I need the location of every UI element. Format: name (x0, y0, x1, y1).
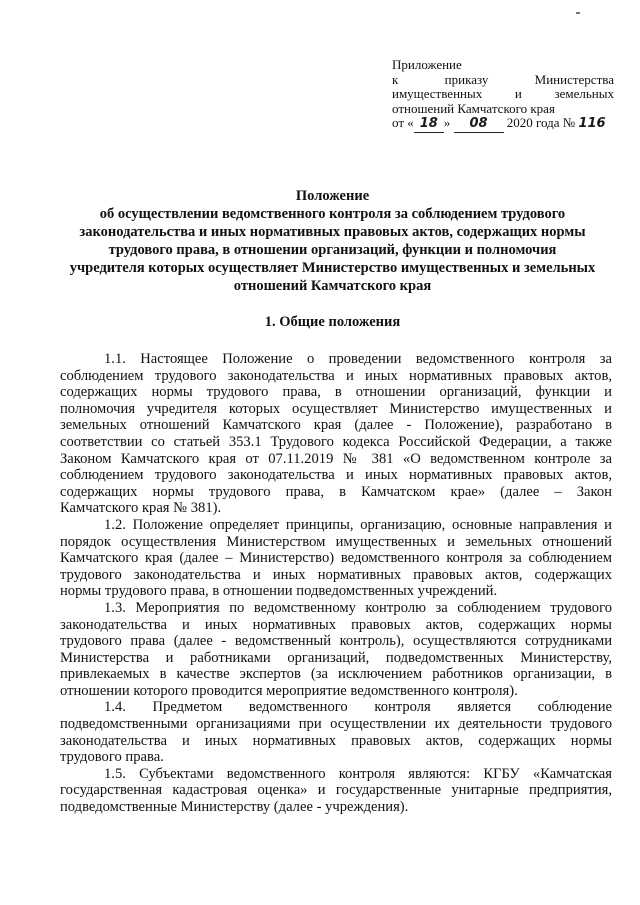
paragraph-1-4: 1.4. Предметом ведомственного контроля является соблюдение подведомственными организациями при осуществлении их деятельности трудового законодательства и иных нормативных правовых актов, содержащих нормы трудового права. (60, 699, 612, 766)
paragraph-1-1: 1.1. Настоящее Положение о проведении ведомственного контроля за соблюдением трудового законодательства и иных нормативных правовых актов, содержащих нормы трудового права, в отношении организаций, функции и полномочия учредителя которых осуществляет Министерство имущественных и земельных отношений Камчатского края (далее - Положение), разработано в соответствии со статьей 353.1 Трудового кодекса Российской Федерации, а также Законом Камчатского края от 07.11.2019 № 381 «О ведомственном контроле за соблюдением трудового законодательства и иных нормативных правовых актов, содержащих нормы трудового права, в Камчатском крае» (далее – Закон Камчатского края № 381). (60, 351, 612, 517)
title-line: законодательства и иных нормативных правовых актов, содержащих нормы (79, 224, 586, 240)
appendix-block (392, 58, 614, 133)
appendix-date-line: от « 18 » 08 2020 года № 116 (392, 115, 606, 131)
handwritten-order-number: 116 (578, 116, 606, 131)
paragraph-1-3: 1.3. Мероприятия по ведомственному контролю за соблюдением трудового законодательства и иных нормативных правовых актов, содержащих нормы трудового права (далее - ведомственный контроль), осуществляются сотрудниками Министерства и работниками организаций, подведомственных Министерству, привлекаемых в качестве экспертов (за исключением работников организации, в отношении которого проводится мероприятие ведомственного контроля). (60, 599, 612, 699)
appendix-line-2: к приказу Министерства (392, 71, 614, 87)
paragraph-1-2: 1.2. Положение определяет принципы, организацию, основные направления и порядок осуществления Министерством имущественных и земельных отношений Камчатского края (далее – Министерство) ведомственного контроля за соблюдением трудового законодательства и иных нормативных правовых актов, содержащих нормы трудового права, в отношении подведомственных учреждений. (60, 516, 612, 600)
appendix-line-4: отношений Камчатского края (392, 100, 555, 116)
title-line: трудового права, в отношении организаций, функции и полномочия (108, 242, 557, 258)
document-title (40, 187, 625, 295)
section-heading: 1. Общие положения (264, 314, 401, 330)
handwritten-month: 08 (454, 117, 504, 133)
appendix-line-3: имущественных и земельных (392, 86, 614, 101)
title-line: учредителя которых осуществляет Министерство имущественных и земельных (69, 260, 596, 276)
title-line: отношений Камчатского края (233, 278, 432, 294)
handwritten-day: 18 (414, 117, 444, 133)
scan-mark (576, 12, 580, 14)
appendix-title: Приложение (392, 57, 462, 72)
title-line: Положение (295, 188, 370, 204)
document-body (60, 351, 612, 816)
paragraph-1-5: 1.5. Субъектами ведомственного контроля являются: КГБУ «Камчатская государственная кадастровая оценка» и государственные унитарные предприятия, подведомственные Министерству (далее - учреждения). (60, 765, 612, 816)
title-line: об осуществлении ведомственного контроля за соблюдением трудового (99, 206, 566, 222)
